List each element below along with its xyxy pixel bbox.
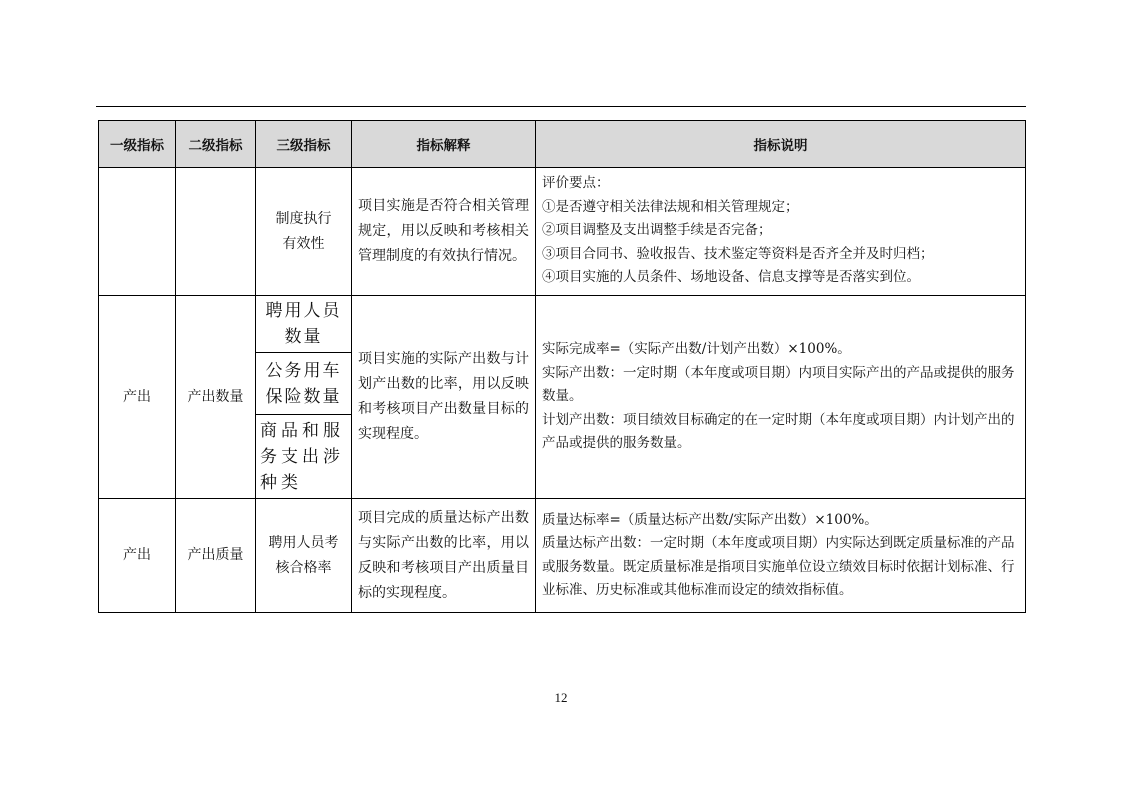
cell-desc: [536, 499, 1026, 613]
cell-level2: [176, 168, 256, 296]
cell-level3-item: 聘用人员数量: [256, 296, 352, 353]
desc-line: 质量达标率=（质量达标产出数/实际产出数）×100%。: [542, 511, 878, 528]
cell-desc: [536, 296, 1026, 499]
desc-line: ①是否遵守相关法律法规和相关管理规定；: [542, 198, 799, 215]
desc-line: 质量达标产出数：一定时期（本年度或项目期）内实际达到既定质量标准的产品或服务数量。既定质量标准是指项目实施单位设立绩效目标时依据计划标准、行业标准、历史标准或其他标准而设定的绩效指标值。: [542, 535, 1015, 598]
desc-line: ④项目实施的人员条件、场地设备、信息支撑等是否落实到位。: [542, 269, 920, 285]
header-level3: 三级指标: [256, 121, 352, 168]
cell-desc: [536, 168, 1026, 296]
table-row: [99, 296, 1026, 353]
page-number: 12: [554, 690, 568, 705]
table-row: [99, 168, 1026, 296]
desc-line: 评价要点：: [542, 175, 610, 191]
cell-level3: 制度执行有效性: [256, 168, 352, 296]
cell-level3-item: 公务用车保险数量: [256, 353, 352, 415]
cell-explain: 项目实施的实际产出数与计划产出数的比率，用以反映和考核项目产出数量目标的实现程度。: [352, 296, 536, 499]
header-rule: [96, 106, 1026, 107]
cell-level1: 产出: [99, 499, 176, 613]
cell-level2: 产出质量: [176, 499, 256, 613]
cell-level3: 聘用人员考核合格率: [256, 499, 352, 613]
cell-level1: 产出: [99, 296, 176, 499]
table-row: [99, 499, 1026, 613]
cell-explain: 项目实施是否符合相关管理规定，用以反映和考核相关管理制度的有效执行情况。: [352, 168, 536, 296]
header-level1: 一级指标: [99, 121, 176, 168]
header-desc: 指标说明: [536, 121, 1026, 168]
table-header-row: [99, 121, 1026, 168]
cell-explain: 项目完成的质量达标产出数与实际产出数的比率，用以反映和考核项目产出质量目标的实现程度。: [352, 499, 536, 613]
cell-level2: 产出数量: [176, 296, 256, 499]
cell-level1: [99, 168, 176, 296]
header-level2: 二级指标: [176, 121, 256, 168]
desc-line: 计划产出数：项目绩效目标确定的在一定时期（本年度或项目期）内计划产出的产品或提供的服务数量。: [542, 411, 1015, 452]
header-explain: 指标解释: [352, 121, 536, 168]
desc-line: ③项目合同书、验收报告、技术鉴定等资料是否齐全并及时归档；: [542, 245, 934, 262]
desc-line: 实际产出数：一定时期（本年度或项目期）内项目实际产出的产品或提供的服务数量。: [542, 364, 1015, 405]
cell-level3-item: 商品和服务支出涉种类: [256, 415, 352, 499]
indicator-table: [98, 120, 1026, 613]
desc-line: ②项目调整及支出调整手续是否完备；: [542, 222, 772, 238]
desc-line: 实际完成率=（实际产出数/计划产出数）×100%。: [542, 341, 851, 358]
